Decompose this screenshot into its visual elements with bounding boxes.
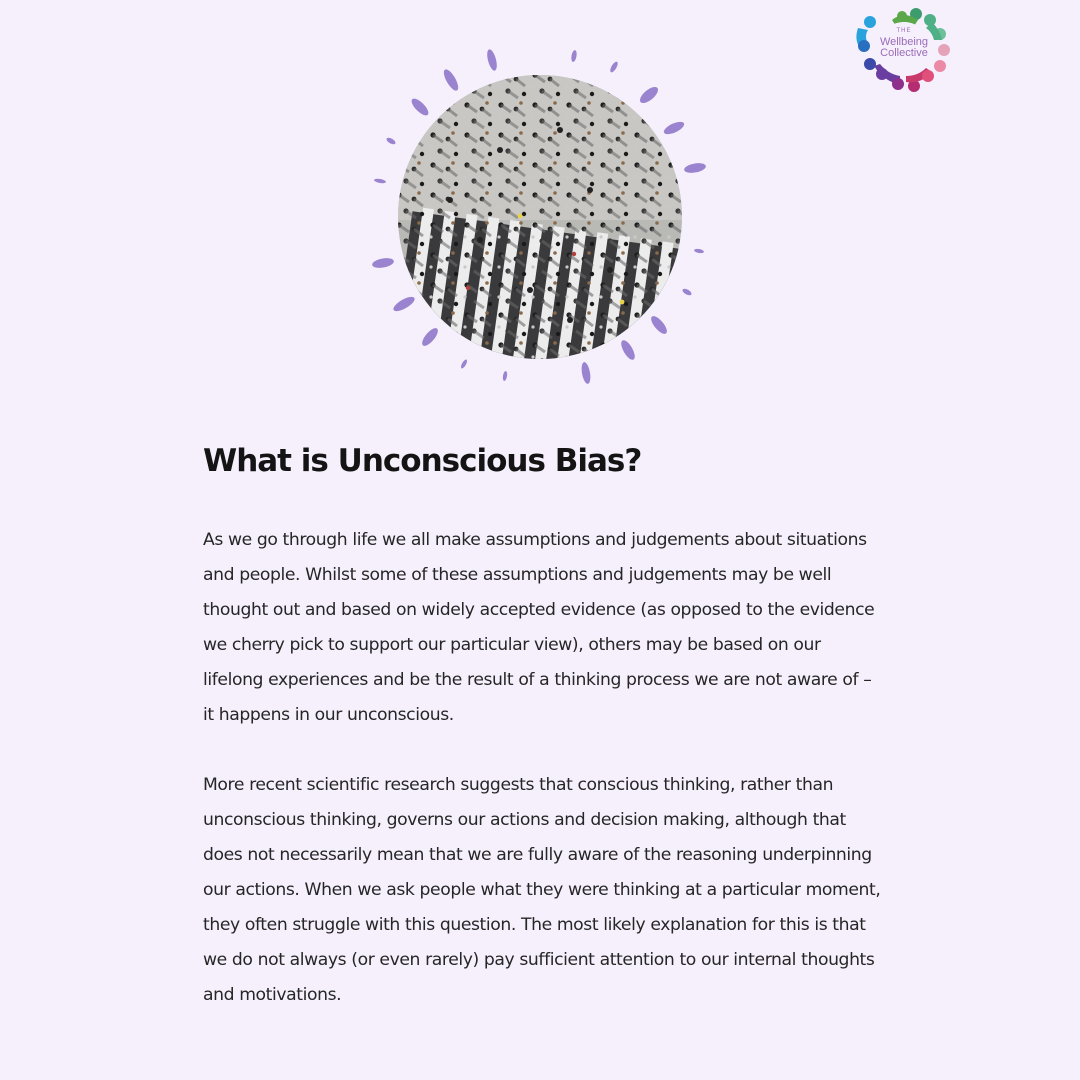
logo-line-2: Collective xyxy=(880,47,928,59)
article xyxy=(203,440,883,1048)
logo-prefix: THE xyxy=(896,28,912,34)
paragraph-1: As we go through life we all make assumptions and judgements about situations and people. Whilst some of these assumptions and judgements may be well thought out and based on widely accepted evidence (as opposed to the evidence we cherry pick to support our particular view), others may be based on our lifelong experiences and be the result of a thinking process we are not aware of – it happens in our unconscious. xyxy=(203,530,875,725)
logo-text xyxy=(872,26,936,59)
logo-line-1: Wellbeing xyxy=(879,36,929,48)
page-title: What is Unconscious Bias? xyxy=(203,443,642,479)
crowd-photo xyxy=(390,70,710,390)
crowd-photo-icon xyxy=(360,40,720,390)
paragraph-2: More recent scientific research suggests that conscious thinking, rather than unconscious thinking, governs our actions and decision making, although that does not necessarily mean that we are fully aware of the reasoning underpinning our actions. When we ask people what they were thinking at a particular moment, they often struggle with this question. The most likely explanation for this is that we do not always (or even rarely) pay sufficient attention to our internal thoughts and motivations. xyxy=(203,775,881,1005)
